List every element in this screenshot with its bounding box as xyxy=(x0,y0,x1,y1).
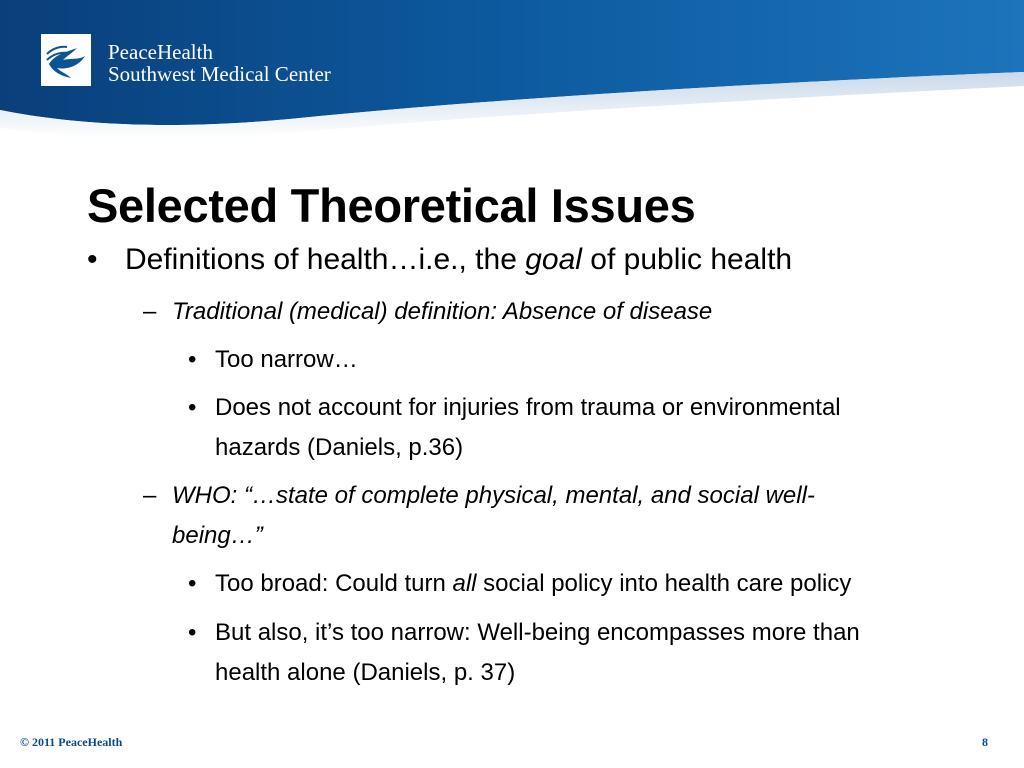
bullet-text-line: health alone (Daniels, p. 37) xyxy=(215,659,516,686)
bullet-marker: • xyxy=(188,570,197,597)
dove-icon xyxy=(41,34,91,86)
bullet-text-line: being…” xyxy=(172,522,263,549)
bullet-text-line: WHO: “…state of complete physical, mental, and social well- xyxy=(172,482,815,509)
bullet-marker: • xyxy=(188,619,197,646)
page-number: 8 xyxy=(982,735,988,749)
bullet-marker: • xyxy=(188,394,197,421)
bullet-text-line: hazards (Daniels, p.36) xyxy=(215,434,464,461)
bullet-marker: • xyxy=(87,243,98,276)
copyright: © 2011 PeaceHealth xyxy=(20,735,123,749)
bullet-text-part: Too broad: Could turn xyxy=(215,570,453,597)
brand-line-1: PeaceHealth xyxy=(108,40,213,64)
bullet-text-line: But also, it’s too narrow: Well-being encompasses more than xyxy=(215,619,860,646)
brand-name xyxy=(108,41,331,85)
logo xyxy=(41,34,91,86)
dash-marker: – xyxy=(143,298,157,325)
bullet-text-part: of public health xyxy=(581,243,793,276)
brand-line-2: Southwest Medical Center xyxy=(108,62,331,86)
bullet-text-line: Does not account for injuries from trauma or environmental xyxy=(215,394,841,421)
slide-header xyxy=(0,0,1024,140)
bullet-text-part: social policy into health care policy xyxy=(476,570,852,597)
emphasis-text: all xyxy=(452,570,477,597)
bullet-text xyxy=(215,570,851,598)
bullet-text-line: Traditional (medical) definition: Absence of disease xyxy=(172,298,713,325)
bullet-text-line: Too narrow… xyxy=(215,346,358,373)
bullet-text-part: Definitions of health…i.e., the xyxy=(125,243,526,276)
bullet-marker: • xyxy=(188,346,197,373)
bullet-text xyxy=(125,243,792,277)
dash-marker: – xyxy=(143,482,157,509)
emphasis-text: goal xyxy=(525,243,582,276)
slide-title: Selected Theoretical Issues xyxy=(87,179,696,232)
